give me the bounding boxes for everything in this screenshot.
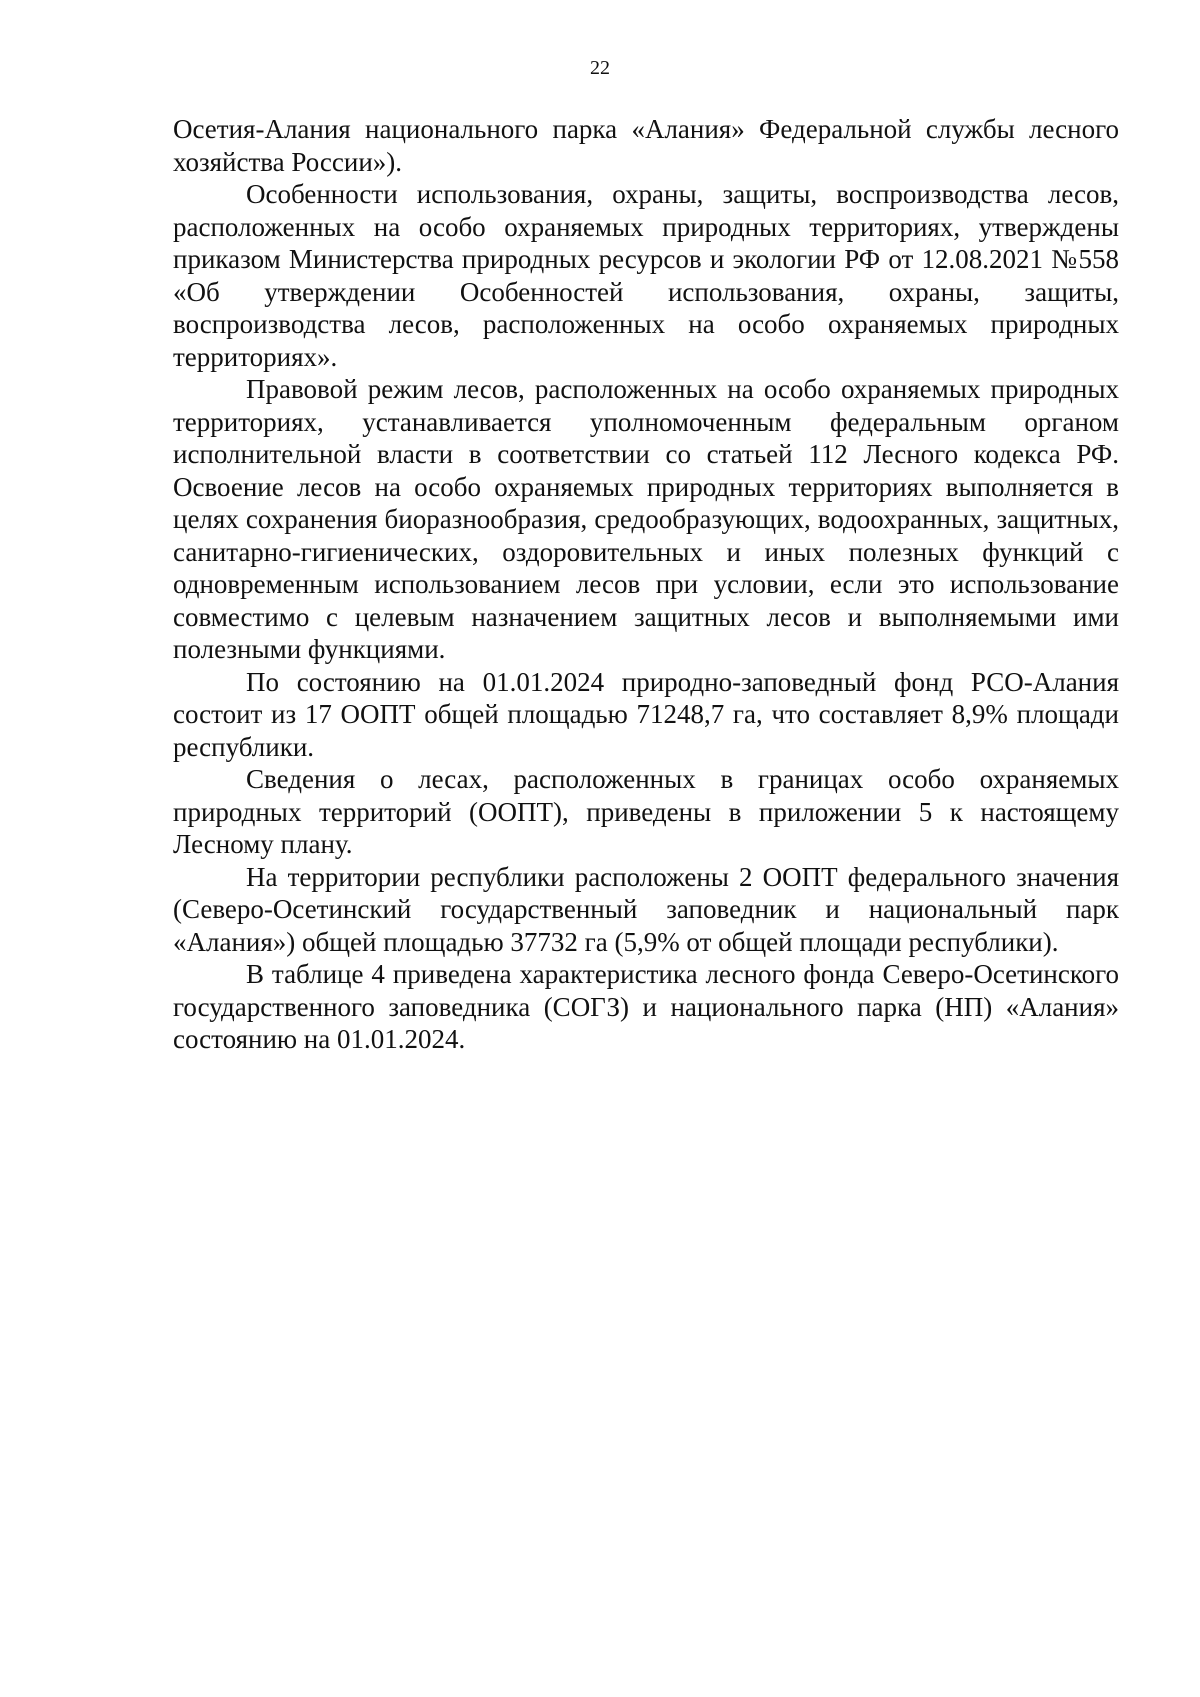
page-number: 22 [590,57,610,79]
paragraph-federal-oopt: На территории республики расположены 2 ООПТ федерального значения (Северо-Осетинский государственный заповедник и национальный парк «Алания») общей площадью 37732 га (5,9% от общей площади республики). [173,861,1119,957]
paragraph-table-reference: В таблице 4 приведена характеристика лесного фонда Северо-Осетинского государственного заповедника (СОГЗ) и национального парка (НП) «Алания» состоянию на 01.01.2024. [173,959,1119,1054]
paragraph-legal-regime: Правовой режим лесов, расположенных на особо охраняемых природных территориях, устанавливается уполномоченным федеральным органом исполнительной власти в соответствии со статьей 112 Лесного кодекса РФ. Освоение лесов на особо охраняемых природных территориях выполняется в целях сохранения биоразнообразия, средообразующих, водоохранных, защитных, санитарно-гигиенических, оздоровительных и иных полезных функций с одновременным использованием лесов при условии, если это использование совместимо с целевым назначением защитных лесов и выполняемыми ими полезными функциями. [173,374,1119,664]
paragraph-forest-use-features: Особенности использования, охраны, защиты, воспроизводства лесов, расположенных на особо охраняемых природных территориях, утверждены приказом Министерства природных ресурсов и экологии РФ от 12.08.2021 №558 «Об утверждении Особенностей использования, охраны, защиты, воспроизводства лесов, расположенных на особо охраняемых природных территориях». [173,179,1119,372]
paragraph-reserve-fund-status: По состоянию на 01.01.2024 природно-заповедный фонд РСО-Алания состоит из 17 ООПТ общей площадью 71248,7 га, что составляет 8,9% площади республики. [173,666,1119,762]
paragraph-continuation: Осетия-Алания национального парка «Алания» Федеральной службы лесного хозяйства России»). [173,114,1119,177]
document-body [173,113,1119,1056]
paragraph-oopt-info-appendix: Сведения о лесах, расположенных в границах особо охраняемых природных территорий (ООПТ), приведены в приложении 5 к настоящему Лесному плану. [173,764,1119,859]
